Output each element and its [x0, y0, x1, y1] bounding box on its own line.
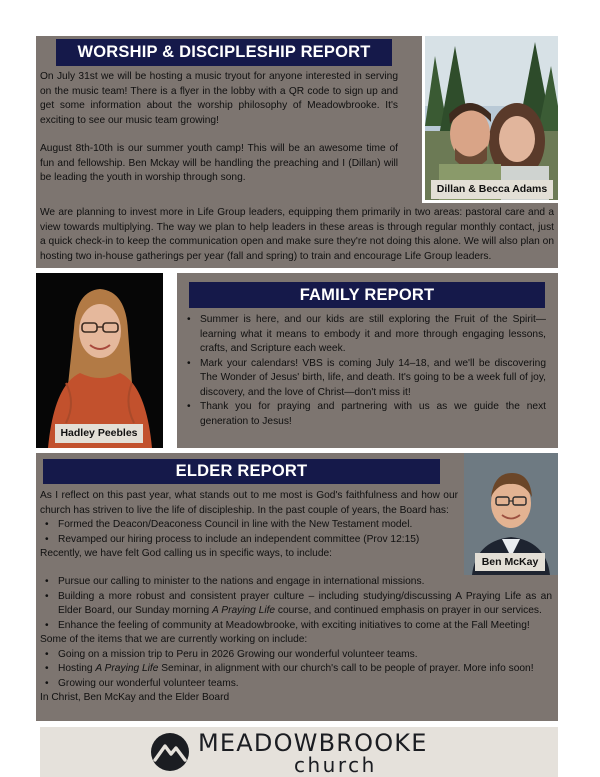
family-item-2: • Mark your calendars! VBS is coming July 14–18, and we'll be discovering The Wonder of Jesus' birth, life, and death. It's going to be a week full of joy, discovery, and the love of Christ—don't miss it! — [182, 357, 546, 401]
elder-past-1: • Formed the Deacon/Deaconess Council in line with the New Testament model. — [40, 518, 458, 533]
elder-title: ELDER REPORT — [43, 459, 440, 484]
elder-working-2-a: Hosting — [58, 663, 96, 674]
elder-intro: As I reflect on this past year, what stands out to me most is God's faithfulness and how our church has striven to live the life of discipleship. In the past couple of years, the Board has: — [40, 490, 458, 516]
worship-para-3-block — [40, 206, 554, 264]
elder-recent-1: • Pursue our calling to minister to the nations and engage in international missions. — [40, 575, 552, 590]
elder-recent-3: • Enhance the feeling of community at Meadowbrooke, with exciting initiatives to come at the Fall Meeting! — [40, 619, 552, 634]
elder-recent-2-b: course, and continued emphasis on prayer in our services. — [275, 605, 542, 616]
elder-text-wide — [40, 575, 552, 706]
family-title: FAMILY REPORT — [189, 282, 545, 308]
dillan-becca-caption: Dillan & Becca Adams — [431, 180, 553, 199]
footer-logo-band — [40, 727, 558, 777]
family-item-3: • Thank you for praying and partnering with us as we guide the next generation to Jesus! — [182, 400, 546, 429]
footer-logo-word: MEADOWBROOKE — [198, 729, 428, 757]
elder-working-1: • Going on a mission trip to Peru in 2026 Growing our wonderful volunteer teams. — [40, 648, 552, 663]
elder-past-2: • Revamped our hiring process to include an independent committee (Prov 12:15) — [40, 533, 458, 548]
elder-working-2-em: A Praying Life — [95, 663, 159, 674]
family-text — [182, 313, 546, 429]
ben-mckay-caption: Ben McKay — [475, 553, 545, 571]
elder-working-3: • Growing our wonderful volunteer teams. — [40, 677, 552, 692]
worship-para-3: We are planning to invest more in Life Group leaders, equipping them primarily in two areas: pastoral care and a view towards multiplying. The way we plan to help leaders in these areas is through regular monthly contact, just a quick check-in to keep the communication open and make sure they're not doing this alone. We will also plan on hosting two in-house gatherings per year (fall and spring) to train and encourage Life Group leaders. — [40, 207, 554, 262]
family-item-1: • Summer is here, and our kids are still exploring the Fruit of the Spirit—learning what it means to embody it and more through engaging lessons, crafts, and Scripture each week. — [182, 313, 546, 357]
elder-working-2-b: Seminar, in alignment with our church's call to be people of prayer. More info soon! — [158, 663, 534, 674]
elder-text — [40, 489, 458, 562]
elder-recent-2 — [40, 590, 552, 619]
elder-working-list — [40, 648, 552, 692]
elder-recent-list — [40, 575, 552, 633]
elder-working-2 — [40, 662, 552, 677]
worship-para-1: On July 31st we will be hosting a music tryout for anyone interested in serving on the music team! There is a flyer in the lobby with a QR code to sign up and get some information about the worship philosophy of Meadowbrooke. It's exciting to see our music team growing! — [40, 71, 398, 126]
elder-working-intro: Some of the items that we are currently working on include: — [40, 634, 308, 645]
elder-recent-2-a: Building a more robust and consistent prayer culture – including studying/discussing A Praying Life as an Elder Board, our Sunday morning — [58, 590, 552, 616]
worship-title: WORSHIP & DISCIPLESHIP REPORT — [56, 39, 392, 66]
couple-photo-illustration — [425, 36, 558, 200]
family-list — [182, 313, 546, 429]
elder-recent-intro: Recently, we have felt God calling us in specific ways, to include: — [40, 548, 332, 559]
worship-text — [40, 70, 398, 186]
hadley-photo — [36, 273, 163, 448]
elder-signoff: In Christ, Ben McKay and the Elder Board — [40, 692, 230, 703]
elder-past-list — [40, 518, 458, 547]
dillan-becca-photo — [425, 36, 558, 200]
hadley-portrait — [36, 273, 163, 448]
meadowbrooke-mountain-logo-icon — [147, 732, 193, 772]
hadley-caption: Hadley Peebles — [55, 424, 143, 443]
elder-recent-2-em: A Praying Life — [212, 605, 276, 616]
worship-para-2: August 8th-10th is our summer youth camp! This will be an awesome time of fun and fellowship. Ben Mckay will be handling the preaching and I (Dillan) will be leading the youth in worship through song. — [40, 143, 398, 183]
footer-logo-sub: church — [294, 753, 377, 777]
